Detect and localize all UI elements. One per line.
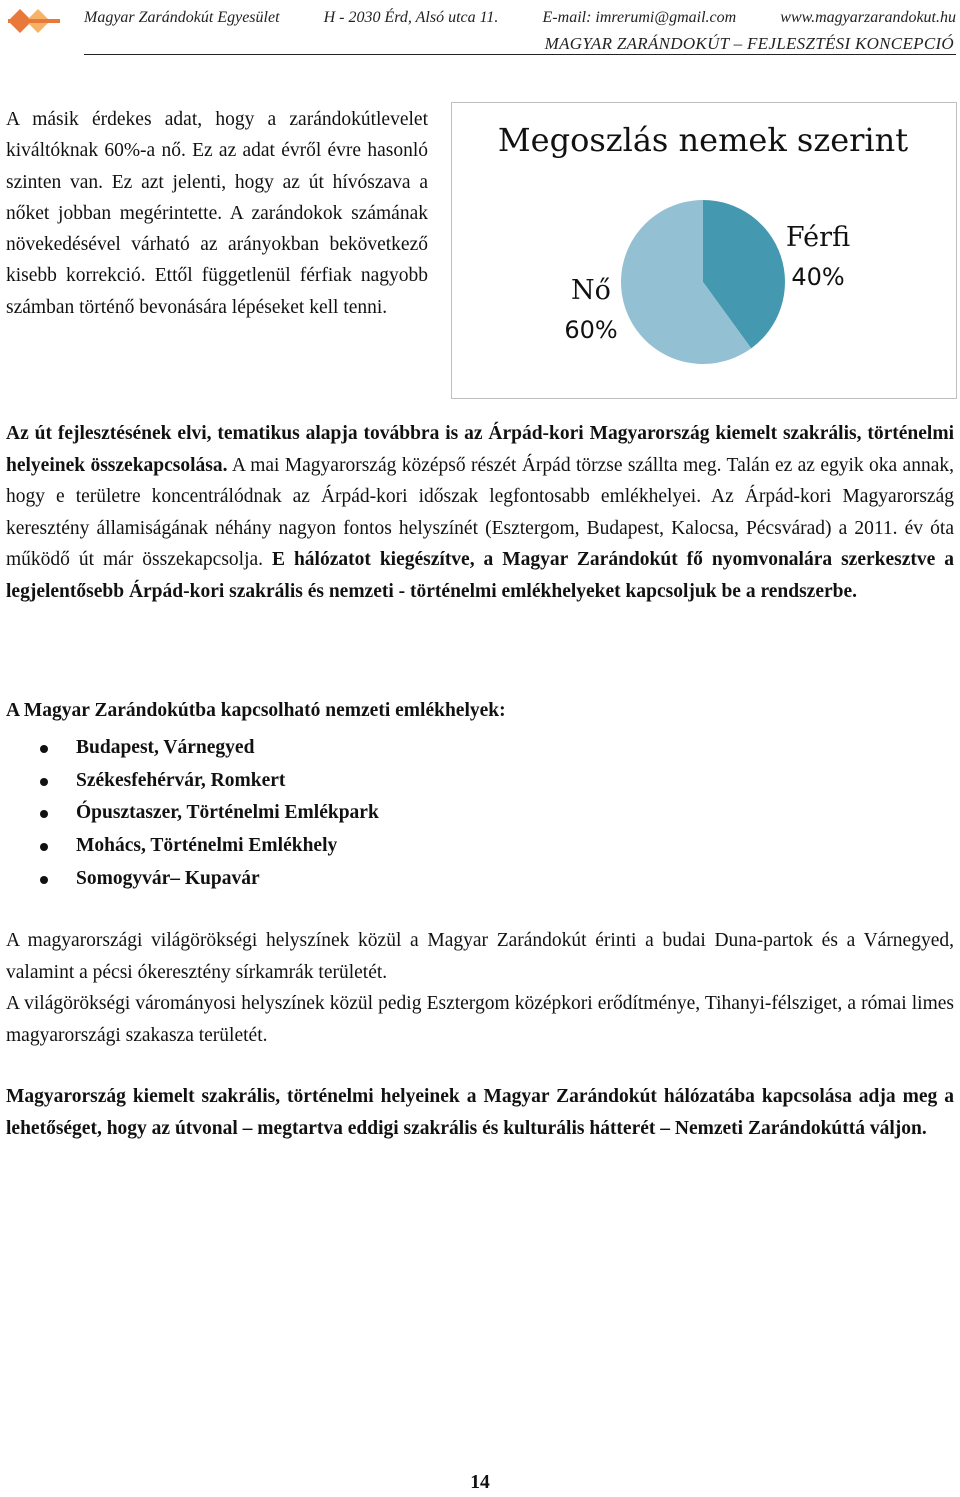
bullet-icon xyxy=(40,876,48,884)
slice-value-ferfi: 40% xyxy=(791,263,845,291)
header-contact-line xyxy=(84,9,956,27)
memorial-list-heading: A Magyar Zarándokútba kapcsolható nemzeti emlékhelyek: xyxy=(6,700,506,721)
intro-paragraph: A másik érdekes adat, hogy a zarándokútlevelet kiváltóknak 60%-a nő. Ez az adat évről évre hasonló szinten van. Ez azt jelenti, hogy az út hívószava a nőket jobban megérintette. A zarándokok számának növekedésével várható az arányokban bekövetkező kisebb korrekció. Ettől függetlenül férfiak nagyobb számban történő bevonására lépéseket kell tenni. xyxy=(6,109,428,318)
header-divider xyxy=(84,54,956,55)
org-logo-icon xyxy=(6,4,62,38)
list-item: Ópusztaszer, Történelmi Emlékpark xyxy=(0,797,379,830)
list-item: Mohács, Történelmi Emlékhely xyxy=(0,830,379,863)
list-item: Székesfehérvár, Romkert xyxy=(0,765,379,798)
bullet-icon xyxy=(40,745,48,753)
page-header xyxy=(0,0,960,56)
development-bold-end: E hálózatot kiegészítve, a Magyar Zarándokút fő nyomvonalára szerkesztve a legjelentősebb Árpád-kori szakrális és nemzeti - történelmi emlékhelyeket kapcsoljuk be a rendszerbe. xyxy=(6,549,955,602)
development-body: A mai Magyarország középső részét Árpád törzse szállta meg. Talán ez az egyik oka annak, hogy e területre koncentrálódnak az Árpád-kori időszak legfontosabb emlékhelyei. Az Árpád-kori Magyarország keresztény államiságának néhány nagyon fontos helyszínét (Esztergom, Budapest, Kalocsa, Pécsvárad) a 2011. év óta működő út már összekapcsolja. xyxy=(6,454,954,570)
header-website[interactable]: www.magyarzarandokut.hu xyxy=(780,9,956,26)
development-bold-start: Az út fejlesztésének elvi, tematikus alapja továbbra is az Árpád-kori Magyarország kiemelt szakrális, történelmi helyeinek összekapcsolása. xyxy=(6,423,954,476)
chart-title: Megoszlás nemek szerint xyxy=(497,121,909,159)
heritage-candidate-paragraph: A világörökségi várományosi helyszínek közül pedig Esztergom középkori erődítménye, Tihanyi-félsziget, a római limes magyarországi szakasza területét. xyxy=(6,993,954,1046)
header-email[interactable]: E-mail: imrerumi@gmail.com xyxy=(542,9,737,26)
gender-pie-chart xyxy=(451,102,957,399)
slice-label-no: Nő xyxy=(571,275,611,306)
header-org: Magyar Zarándokút Egyesület xyxy=(84,9,280,26)
bullet-icon xyxy=(40,810,48,818)
slice-value-no: 60% xyxy=(564,316,618,344)
world-heritage-paragraph: A magyarországi világörökségi helyszínek közül a Magyar Zarándokút érinti a budai Duna-partok és a Várnegyed, valamint a pécsi ókeresztény sírkamrák területét. xyxy=(6,930,954,983)
memorial-list xyxy=(0,732,379,895)
header-address: H - 2030 Érd, Alsó utca 11. xyxy=(323,9,499,26)
development-paragraph xyxy=(6,418,954,607)
header-subtitle: MAGYAR ZARÁNDOKÚT – FEJLESZTÉSI KONCEPCIÓ xyxy=(544,34,954,53)
page-number: 14 xyxy=(470,1472,490,1493)
list-item: Budapest, Várnegyed xyxy=(0,732,379,765)
bullet-icon xyxy=(40,778,48,786)
conclusion-paragraph: Magyarország kiemelt szakrális, történelmi helyeinek a Magyar Zarándokút hálózatába kapcsolása adja meg a lehetőséget, hogy az útvonal – megtartva eddigi szakrális és kulturális hátterét – Nemzeti Zarándokúttá váljon. xyxy=(6,1086,954,1139)
pie-chart-svg xyxy=(452,103,958,400)
bullet-icon xyxy=(40,843,48,851)
list-item: Somogyvár– Kupavár xyxy=(0,863,379,896)
slice-label-ferfi: Férfi xyxy=(785,222,851,253)
pie-slices xyxy=(621,200,785,364)
